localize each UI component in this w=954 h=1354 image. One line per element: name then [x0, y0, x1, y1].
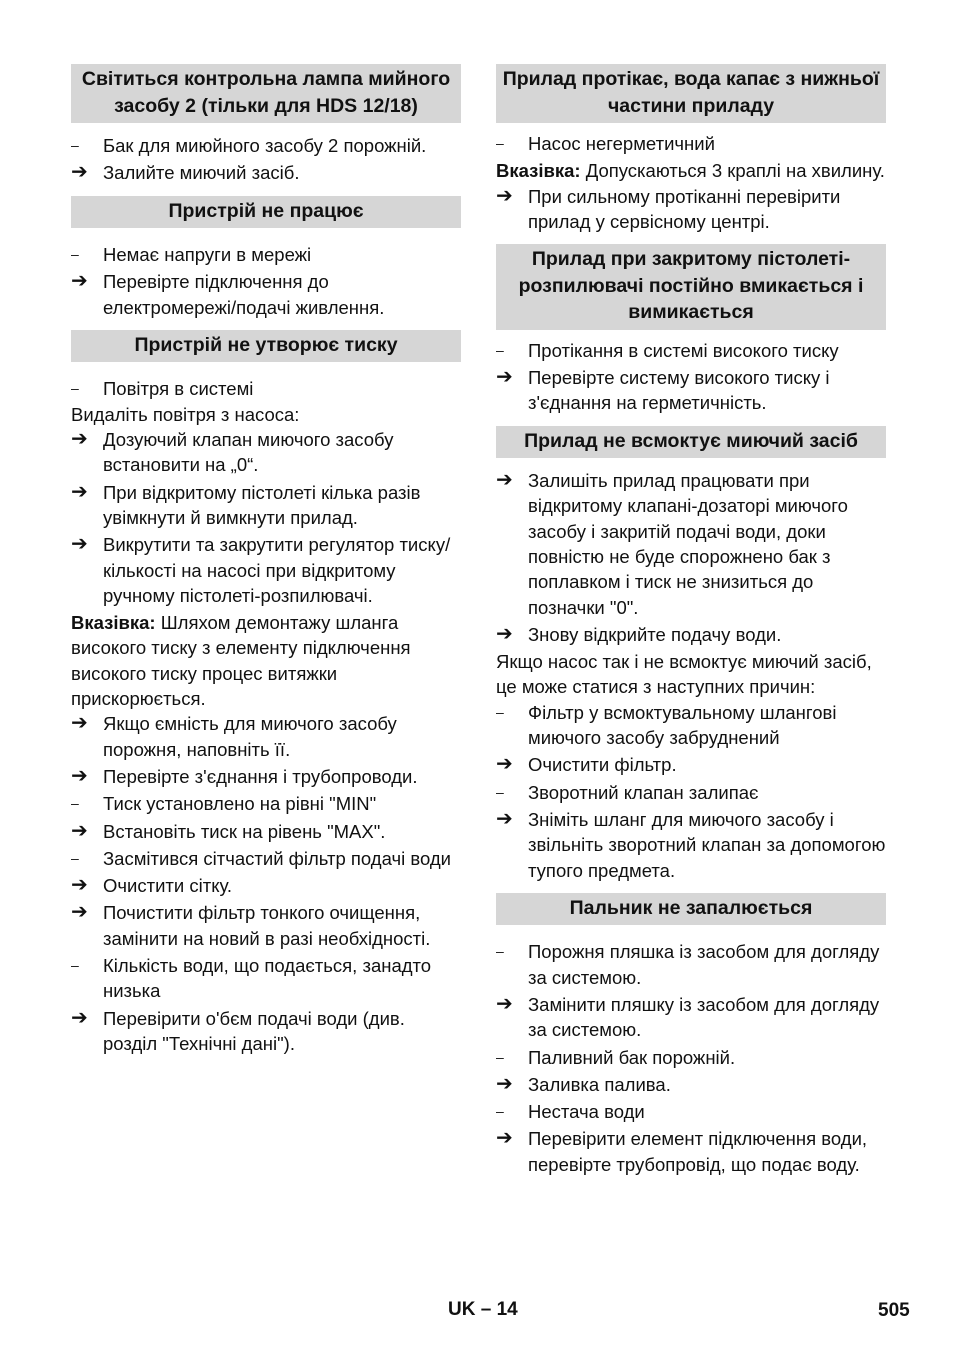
cause-item	[496, 700, 886, 751]
cause-item	[71, 846, 461, 871]
item-text: Немає напруги в мережі	[103, 244, 312, 266]
remedy-item	[71, 873, 461, 898]
note-text: Допускаються 3 краплі на хвилину.	[580, 160, 885, 182]
item-text: Очистити сітку.	[103, 875, 233, 897]
cause-item	[496, 1045, 886, 1070]
item-text: Замінити пляшку із засобом для догляду за системою.	[528, 993, 880, 1041]
arrow-right-icon: ➔	[71, 901, 88, 924]
arrow-right-icon: ➔	[496, 184, 513, 207]
cause-item	[71, 791, 461, 816]
item-text: Кількість води, що подається, занадто низька	[103, 955, 432, 1002]
item-text: Заливка палива.	[528, 1073, 671, 1095]
item-text: Перевірити о'бєм подачі води (див. розділ "Технічні дані").	[103, 1007, 405, 1054]
remedy-item	[496, 992, 886, 1043]
arrow-right-icon: ➔	[71, 480, 88, 503]
arrow-right-icon: ➔	[71, 428, 88, 451]
item-text: Перевірте з'єднання і трубопроводи.	[103, 765, 418, 787]
dash-marker: –	[496, 943, 504, 960]
item-text: Паливний бак порожній.	[528, 1046, 736, 1068]
item-text: Очистити фільтр.	[528, 754, 677, 776]
section-heading: Світиться контрольна лампа мийного засобу 2 (тільки для HDS 12/18)	[71, 64, 461, 123]
item-text: Засмітився сітчастий фільтр подачі води	[103, 847, 451, 869]
remedy-item	[496, 1072, 886, 1097]
dash-marker: –	[496, 1103, 504, 1120]
section-heading: Пальник не запалюється	[496, 893, 886, 926]
item-text: Порожня пляшка із засобом для догляду за системою.	[528, 941, 880, 988]
item-text: Зворотний клапан залипає	[528, 781, 759, 803]
arrow-right-icon: ➔	[71, 1006, 88, 1029]
arrow-right-icon: ➔	[496, 365, 513, 388]
remedy-item	[71, 160, 461, 185]
item-text: Встановіть тиск на рівень "MAX".	[103, 820, 386, 842]
item-text: Повітря в системі	[103, 378, 254, 400]
arrow-right-icon: ➔	[71, 712, 88, 735]
note-paragraph	[496, 158, 886, 183]
arrow-right-icon: ➔	[496, 807, 513, 830]
section-heading: Пристрій не працює	[71, 196, 461, 229]
section-heading: Пристрій не утворює тиску	[71, 330, 461, 363]
item-text: Насос негерметичний	[528, 133, 715, 154]
item-text: Якщо ємність для миючого засобу порожня, наповніть її.	[103, 713, 397, 760]
arrow-right-icon: ➔	[496, 622, 513, 645]
remedy-item	[496, 365, 886, 416]
cause-item	[71, 133, 461, 158]
item-text: Тиск установлено на рівні "MIN"	[103, 793, 377, 815]
dash-marker: –	[496, 783, 504, 800]
item-text: Викрутити та закрутити регулятор тиску/кількості на насосі при відкритому ручному пістолеті-розпилювачі.	[103, 534, 451, 606]
dash-marker: –	[496, 135, 504, 151]
arrow-right-icon: ➔	[496, 992, 513, 1015]
item-text: При відкритому пістолеті кілька разів увімкнути й вимкнути прилад.	[103, 481, 421, 528]
cause-item	[496, 939, 886, 990]
remedy-item	[496, 468, 886, 620]
footer-section-label: UK – 14	[448, 1299, 518, 1320]
left-column	[71, 64, 461, 1056]
remedy-item	[71, 532, 461, 608]
item-text: Залишіть прилад працювати при відкритому клапані-дозаторі миючого засобу і закритій подачі води, доки повністю не буде спорожнено бак з поплавком і тиск не знизиться до позначки "0".	[528, 470, 848, 618]
dash-marker: –	[496, 1048, 504, 1065]
remedy-item	[496, 1126, 886, 1177]
arrow-right-icon: ➔	[71, 874, 88, 897]
cause-item	[71, 376, 461, 401]
cause-item	[496, 780, 886, 805]
item-text: Залийте миючий засіб.	[103, 162, 300, 184]
page-number: 505	[878, 1300, 910, 1321]
arrow-right-icon: ➔	[496, 1072, 513, 1095]
dash-marker: –	[71, 957, 79, 974]
note-text: Шляхом демонтажу шланга високого тиску з елементу підключення високого тиску процес витяжки прискорюється.	[71, 612, 411, 710]
cause-item	[496, 1099, 886, 1124]
cause-item	[71, 242, 461, 267]
arrow-right-icon: ➔	[71, 533, 88, 556]
section-heading: Прилад при закритому пістолеті-розпилювачі постійно вмикається і вимикається	[496, 244, 886, 330]
section-heading: Прилад протікає, вода капає з нижньої частини приладу	[496, 64, 886, 123]
item-text: Перевірте підключення до електромережі/подачі живлення.	[103, 271, 385, 318]
dash-marker: –	[496, 703, 504, 720]
text-paragraph: Видаліть повітря з насоса:	[71, 403, 300, 425]
remedy-item	[71, 480, 461, 531]
remedy-item	[496, 752, 886, 777]
item-text: Почистити фільтр тонкого очищення, замінити на новий в разі необхідності.	[103, 902, 431, 949]
cause-item	[71, 953, 461, 1004]
remedy-item	[71, 764, 461, 789]
remedy-item	[496, 807, 886, 883]
arrow-right-icon: ➔	[71, 270, 88, 293]
remedy-item	[496, 622, 886, 647]
remedy-item	[71, 1006, 461, 1057]
arrow-right-icon: ➔	[71, 764, 88, 787]
item-text: Нестача води	[528, 1101, 645, 1123]
arrow-right-icon: ➔	[496, 1127, 513, 1150]
remedy-item	[71, 427, 461, 478]
note-label: Вказівка:	[496, 160, 581, 182]
item-text: При сильному протіканні перевірити прилад у сервісному центрі.	[528, 185, 841, 232]
arrow-right-icon: ➔	[71, 161, 88, 184]
item-text: Знову відкрийте подачу води.	[528, 623, 782, 645]
note-paragraph	[71, 610, 461, 711]
item-text: Дозуючий клапан миючого засобу встановити на „0“.	[103, 429, 394, 476]
note-label: Вказівка:	[71, 612, 156, 634]
item-text: Фільтр у всмоктувальному шлангові миючого засобу забруднений	[528, 701, 837, 749]
item-text: Перевірте систему високого тиску і з'єднання на герметичність.	[528, 366, 830, 414]
dash-marker: –	[71, 795, 79, 812]
dash-marker: –	[71, 380, 79, 397]
item-text: Зніміть шланг для миючого засобу і звільніть зворотний клапан за допомогою тупого предмета.	[528, 808, 886, 881]
remedy-item	[71, 819, 461, 844]
dash-marker: –	[71, 246, 79, 263]
text-paragraph: Якщо насос так і не всмоктує миючий засіб, це може статися з наступних причин:	[496, 651, 872, 698]
arrow-right-icon: ➔	[496, 469, 513, 492]
section-heading: Прилад не всмоктує миючий засіб	[496, 426, 886, 459]
remedy-item	[71, 900, 461, 951]
arrow-right-icon: ➔	[496, 753, 513, 776]
dash-marker: –	[71, 137, 79, 153]
remedy-item	[496, 184, 886, 235]
right-column	[496, 64, 886, 1177]
cause-item	[496, 131, 886, 156]
remedy-item	[71, 711, 461, 762]
item-text: Перевірити елемент підключення води, перевірте трубопровід, що подає воду.	[528, 1128, 868, 1175]
item-text: Протікання в системі високого тиску	[528, 339, 839, 361]
dash-marker: –	[496, 341, 504, 358]
remedy-item	[71, 269, 461, 320]
item-text: Бак для миюйного засобу 2 порожній.	[103, 135, 427, 156]
cause-item	[496, 338, 886, 363]
arrow-right-icon: ➔	[71, 819, 88, 842]
dash-marker: –	[71, 849, 79, 866]
